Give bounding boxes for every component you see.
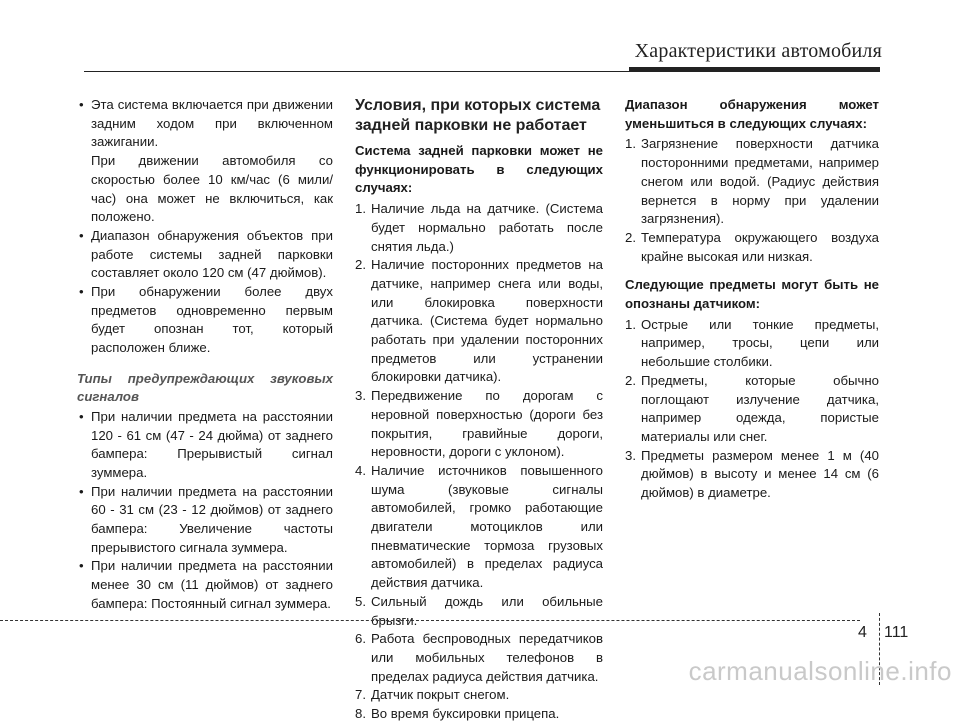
header-rule-thin bbox=[84, 71, 629, 72]
list-item: 3. Предметы размером менее 1 м (40 дюймов) в высоту и менее 14 см (6 дюймов) в диаметре. bbox=[625, 447, 879, 501]
header-rule-thick bbox=[629, 67, 880, 72]
list-item: 3. Передвижение по дорогам с неровной поверхностью (дороги без покрытия, гравийные дороги, неровности, дороги с уклоном). bbox=[355, 388, 603, 460]
list-item: 2. Наличие посторонних предметов на датчике, например снега или воды, или блокировка поверхности датчика. (Система будет нормально работать при удалении посторонних предметов или устранении блокировки датчика). bbox=[355, 257, 603, 385]
list-item: 1. Наличие льда на датчике. (Система будет нормально работать после снятия льда.) bbox=[355, 201, 603, 254]
numbered-list bbox=[625, 316, 879, 503]
numbered-list bbox=[625, 135, 879, 266]
column-right bbox=[625, 96, 879, 503]
list-item: 7. Датчик покрыт снегом. bbox=[355, 687, 510, 703]
section-heading: Условия, при которых система задней парковки не работает bbox=[355, 97, 601, 134]
bullet-item: • Эта система включается при движении задним ходом при включенном зажигании. bbox=[77, 96, 333, 152]
section-title: Типы предупреждающих звуковых сигналов bbox=[77, 370, 333, 404]
page-header-title: Характеристики автомобиля bbox=[634, 40, 882, 62]
column-middle bbox=[355, 96, 603, 724]
list-item: 4. Наличие источников повышенного шума (звуковые сигналы автомобилей, громко работающие двигатели мотоциклов или пневматические тормоза грузовых автомобилей) в пределах радиуса действия датчика. bbox=[355, 462, 603, 591]
section-heading: Диапазон обнаружения может уменьшиться в следующих случаях: bbox=[625, 97, 879, 131]
page-number: 111 bbox=[884, 624, 909, 641]
bullet-item: • При наличии предмета на расстоянии 60 - 31 см (23 - 12 дюймов) от заднего бампера: Увеличение частоты прерывистого сигнала зуммера. bbox=[77, 483, 333, 558]
section-subheading: Система задней парковки может не функционировать в следующих случаях: bbox=[355, 143, 603, 196]
footer-rule bbox=[0, 620, 860, 621]
list-item: 5. Сильный дождь или обильные брызги. bbox=[355, 593, 603, 628]
bullet-item: • При наличии предмета на расстоянии менее 30 см (11 дюймов) от заднего бампера: Постоянный сигнал зуммера. bbox=[77, 557, 333, 613]
list-item: 1. Острые или тонкие предметы, например, тросы, цепи или небольшие столбики. bbox=[625, 316, 879, 370]
chapter-number: 4 bbox=[858, 624, 867, 641]
list-item: 8. Во время буксировки прицепа. bbox=[355, 706, 560, 722]
bullet-item: • При наличии предмета на расстоянии 120 - 61 см (47 - 24 дюйма) от заднего бампера: Прерывистый сигнал зуммера. bbox=[77, 408, 333, 483]
bullet-continuation: При движении автомобиля со скоростью более 10 км/час (6 мили/час) она может не включиться, как положено. bbox=[91, 153, 333, 225]
list-item: 2. Предметы, которые обычно поглощают излучение датчика, например одежда, пористые материалы или снег. bbox=[625, 372, 879, 444]
bullet-item: • При обнаружении более двух предметов одновременно первым будет опознан тот, который расположен ближе. bbox=[77, 283, 333, 358]
section-heading: Следующие предметы могут быть не опознаны датчиком: bbox=[625, 277, 879, 312]
numbered-list bbox=[355, 200, 603, 724]
watermark: carmanualsonline.info bbox=[688, 656, 952, 686]
list-item: 1. Загрязнение поверхности датчика посторонними предметами, например снегом или водой. (Радиус действия вернется в норму при удалении загрязнения). bbox=[625, 136, 879, 227]
list-item: 6. Работа беспроводных передатчиков или мобильных телефонов в пределах радиуса действия датчика. bbox=[355, 631, 603, 684]
list-item: 2. Температура окружающего воздуха крайне высокая или низкая. bbox=[625, 229, 879, 264]
column-left bbox=[77, 96, 333, 614]
bullet-item: • Диапазон обнаружения объектов при работе системы задней парковки составляет около 120 см (47 дюймов). bbox=[77, 227, 333, 283]
